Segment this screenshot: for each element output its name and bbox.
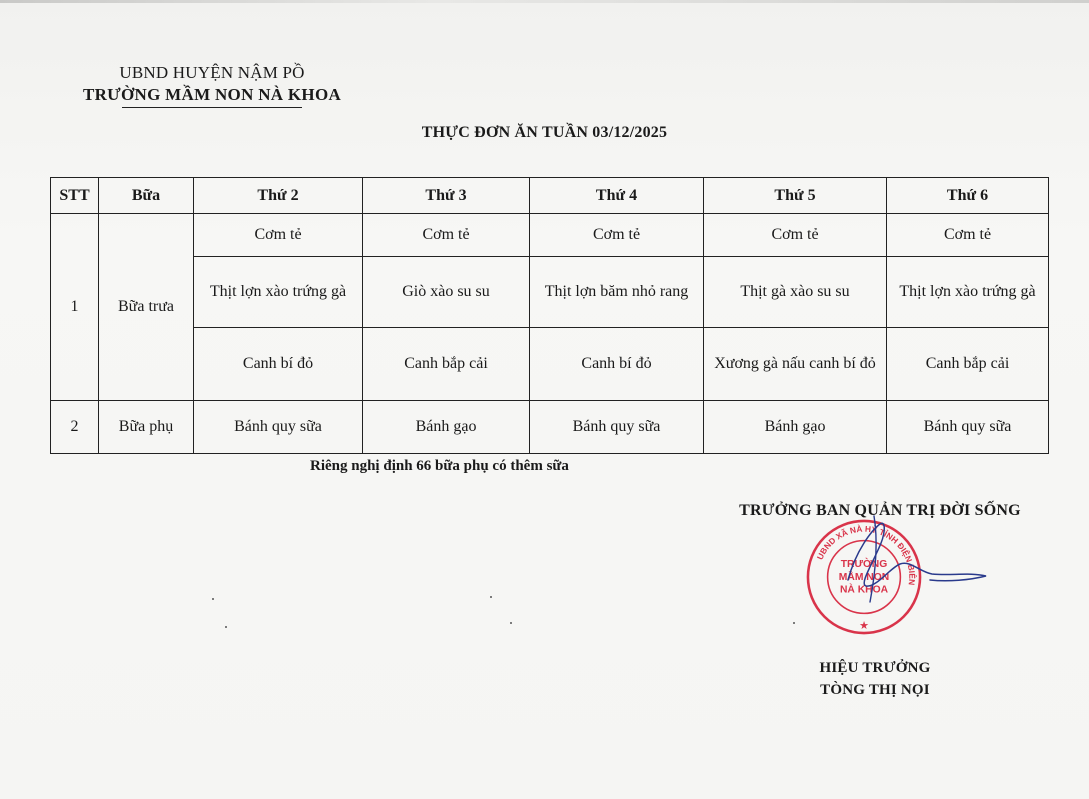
principal-block — [790, 657, 960, 701]
cell-main-wed: Thịt lợn băm nhỏ rang — [530, 257, 704, 328]
cell-soup-fri: Canh bắp cải — [887, 328, 1049, 401]
cell-snack-wed: Bánh quy sữa — [530, 401, 704, 454]
scan-speck — [793, 622, 795, 624]
cell-main-thu: Thịt gà xào su su — [704, 257, 887, 328]
header-fri: Thứ 6 — [887, 178, 1049, 214]
header-thu: Thứ 5 — [704, 178, 887, 214]
principal-title: HIỆU TRƯỞNG — [819, 660, 931, 676]
svg-text:TRƯỜNG: TRƯỜNG — [840, 559, 888, 571]
cell-snack-mon: Bánh quy sữa — [194, 401, 363, 454]
lunch-stt: 1 — [51, 214, 99, 401]
handwritten-signature — [820, 510, 1000, 620]
board-title: TRƯỞNG BAN QUẢN TRỊ ĐỜI SỐNG — [739, 502, 1021, 519]
cell-main-mon: Thịt lợn xào trứng gà — [194, 257, 363, 328]
table-row — [51, 257, 1049, 328]
table-header-row — [51, 178, 1049, 214]
district-name: UBND HUYỆN NẬM PỒ — [119, 63, 305, 82]
cell-snack-fri: Bánh quy sữa — [887, 401, 1049, 454]
header-stt: STT — [51, 178, 99, 214]
document-header — [62, 62, 362, 108]
header-tue: Thứ 3 — [363, 178, 530, 214]
svg-text:UBND XÃ NÀ HỲ TỈNH ĐIỆN BIÊN: UBND XÃ NÀ HỲ TỈNH ĐIỆN BIÊN — [814, 523, 918, 586]
cell-rice-thu: Cơm tẻ — [704, 214, 887, 257]
svg-text:MẦM NON: MẦM NON — [838, 571, 890, 583]
scan-speck — [212, 598, 214, 600]
table-row — [51, 214, 1049, 257]
svg-text:★: ★ — [859, 620, 869, 633]
cell-snack-tue: Bánh gạo — [363, 401, 530, 454]
cell-soup-mon: Canh bí đỏ — [194, 328, 363, 401]
svg-text:NÀ KHOA: NÀ KHOA — [839, 584, 889, 596]
cell-main-fri: Thịt lợn xào trứng gà — [887, 257, 1049, 328]
scan-speck — [490, 596, 492, 598]
cell-rice-fri: Cơm tẻ — [887, 214, 1049, 257]
school-name: TRƯỜNG MẦM NON NÀ KHOA — [82, 85, 342, 104]
cell-soup-wed: Canh bí đỏ — [530, 328, 704, 401]
lunch-meal: Bữa trưa — [99, 214, 194, 401]
menu-title: THỰC ĐƠN ĂN TUẦN 03/12/2025 — [421, 124, 668, 141]
table-row — [51, 328, 1049, 401]
cell-soup-tue: Canh bắp cải — [363, 328, 530, 401]
header-underline — [122, 107, 302, 108]
cell-rice-mon: Cơm tẻ — [194, 214, 363, 257]
cell-snack-thu: Bánh gạo — [704, 401, 887, 454]
cell-rice-wed: Cơm tẻ — [530, 214, 704, 257]
header-mon: Thứ 2 — [194, 178, 363, 214]
cell-main-tue: Giò xào su su — [363, 257, 530, 328]
principal-name: TÒNG THỊ NỌI — [820, 682, 930, 698]
menu-table — [50, 177, 1049, 454]
paper-edge — [0, 0, 1089, 3]
scan-speck — [225, 626, 227, 628]
snack-stt: 2 — [51, 401, 99, 454]
scan-speck — [510, 622, 512, 624]
snack-meal: Bữa phụ — [99, 401, 194, 454]
cell-soup-thu: Xương gà nấu canh bí đỏ — [704, 328, 887, 401]
milk-note: Riêng nghị định 66 bữa phụ có thêm sữa — [310, 458, 569, 474]
header-wed: Thứ 4 — [530, 178, 704, 214]
header-meal: Bữa — [99, 178, 194, 214]
cell-rice-tue: Cơm tẻ — [363, 214, 530, 257]
table-row — [51, 401, 1049, 454]
